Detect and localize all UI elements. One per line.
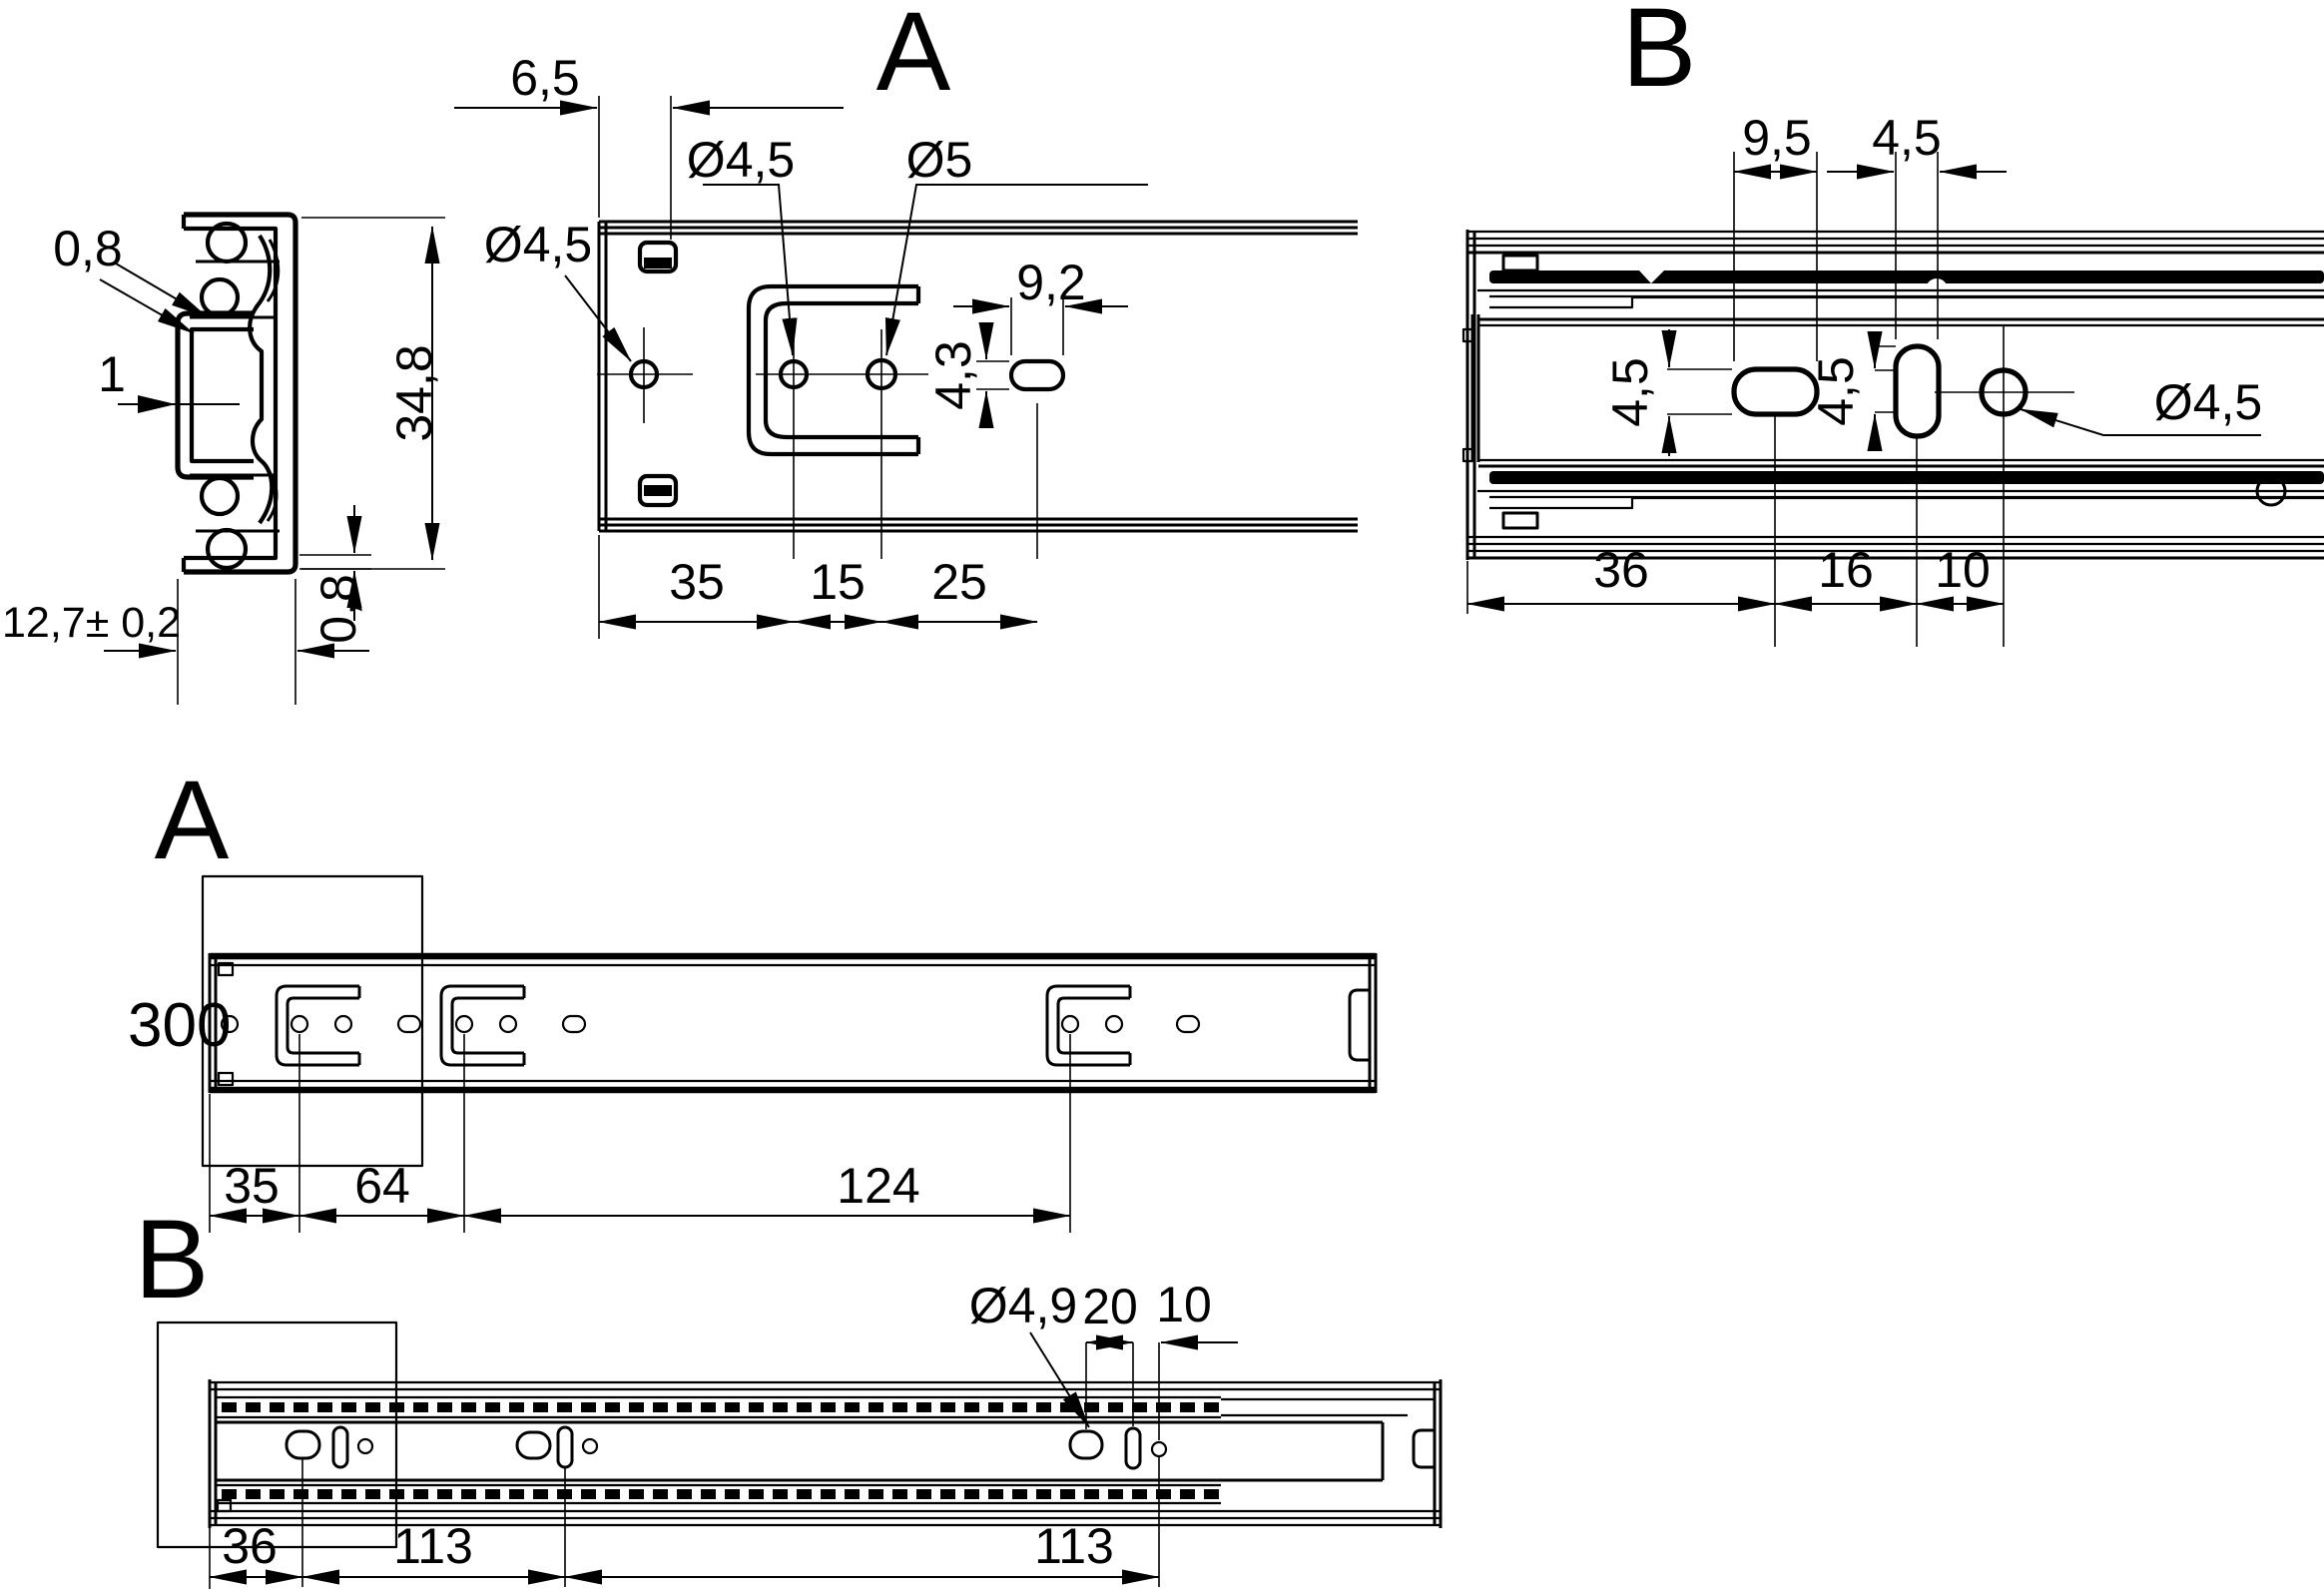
dim-label-hole-large: Ø5 <box>905 132 973 188</box>
dim-section-height <box>301 218 445 569</box>
leader-hole-mid <box>687 132 795 355</box>
detail-b-lower-bands <box>1477 460 2324 508</box>
inner-member-profile <box>178 313 254 477</box>
ball-upper <box>202 279 238 315</box>
full-b-hole-groups <box>287 1427 1166 1468</box>
full-a-title: A <box>154 758 230 882</box>
dim-sheet-thickness-bottom <box>299 505 371 644</box>
dim-label-hole-front: Ø4,5 <box>483 217 593 272</box>
rail-end-bracket <box>1350 990 1370 1060</box>
dim-label-a124: 124 <box>837 1158 920 1214</box>
detail-a-view <box>454 0 1358 639</box>
dim-label-a35: 35 <box>224 1158 280 1214</box>
dim-label-34-8: 34,8 <box>386 344 442 442</box>
detail-a-slot <box>1011 361 1063 559</box>
leader-hole-large <box>886 132 1148 355</box>
dim-slot-length <box>953 255 1128 355</box>
full-a-view <box>128 758 1376 1233</box>
full-a-rail <box>210 953 1376 1093</box>
shell-tab-bottom <box>1503 513 1537 528</box>
cross-section-view <box>2 215 445 705</box>
detail-b-holes <box>1734 324 2074 647</box>
detail-a-front-hole <box>597 327 693 423</box>
dim-label-25: 25 <box>931 554 987 610</box>
detail-b-frame <box>158 1323 396 1547</box>
detail-b-upper-bands <box>1477 270 2324 325</box>
detail-a-frame <box>203 876 422 1166</box>
dim-bvslot-height <box>1808 334 1896 449</box>
dim-label-6-5: 6,5 <box>510 50 580 106</box>
detail-b-web-edge <box>1463 314 1478 462</box>
dim-bslot-height <box>1602 329 1732 456</box>
detail-a-title: A <box>875 0 951 114</box>
dim-label-36: 36 <box>1593 542 1649 598</box>
arrow-wall <box>138 395 176 413</box>
dim-label-0-8-top: 0,8 <box>53 221 123 276</box>
dim-label-hole-mid: Ø4,5 <box>686 132 796 188</box>
dim-label-b113-right: 113 <box>1034 1518 1114 1574</box>
dim-label-bhole: Ø4,5 <box>2153 374 2263 430</box>
full-a-length: 300 <box>128 991 232 1060</box>
full-b-view <box>135 1197 1441 1589</box>
full-b-top-dims <box>969 1277 1238 1440</box>
dim-label-b-hole: Ø4,9 <box>968 1278 1078 1333</box>
shell-tab-top <box>1503 256 1537 270</box>
ball-bottom <box>208 530 246 568</box>
detail-b-view <box>1463 0 2324 647</box>
dim-label-b36: 36 <box>222 1518 278 1574</box>
detail-b-bottom-dims <box>1467 542 2004 614</box>
full-b-rail <box>210 1379 1441 1528</box>
dim-slot-height <box>925 327 1009 425</box>
slot-vertical <box>1896 346 1939 436</box>
dim-label-4-5-mid: 4,5 <box>1808 356 1864 426</box>
dim-label-a64: 64 <box>354 1158 410 1214</box>
dim-label-9-2: 9,2 <box>1016 255 1086 310</box>
detail-a-bottom-dims <box>599 535 1037 639</box>
ball-lower <box>202 478 238 514</box>
dim-label-10: 10 <box>1935 542 1991 598</box>
dim-label-b113-left: 113 <box>393 1518 473 1574</box>
rail-b-end-bracket <box>1414 1430 1435 1467</box>
dim-label-1: 1 <box>98 346 126 402</box>
full-b-title: B <box>134 1197 210 1322</box>
dim-label-12-7: 12,7± 0,2 <box>2 599 182 647</box>
dim-label-4-5-top: 4,5 <box>1872 110 1942 166</box>
dim-wall-thickness <box>98 346 240 413</box>
dim-label-16: 16 <box>1818 542 1874 598</box>
full-a-hole-groups <box>277 986 1199 1065</box>
full-b-bottom-dims <box>210 1456 1159 1589</box>
detail-b-title: B <box>1621 0 1697 110</box>
dim-label-35: 35 <box>669 554 725 610</box>
dim-label-9-5: 9,5 <box>1742 110 1812 166</box>
dim-label-b20: 20 <box>1082 1279 1138 1334</box>
dim-label-4-5-left: 4,5 <box>1602 357 1658 427</box>
dim-label-b10: 10 <box>1156 1277 1212 1332</box>
leader-bhole <box>2021 374 2262 435</box>
dim-label-0-8-bottom: 0,8 <box>310 574 366 644</box>
detail-b-top-dims <box>1734 110 2007 361</box>
leader-hole-front <box>484 217 631 361</box>
slot-horizontal <box>1734 369 1817 414</box>
dim-label-4-3: 4,3 <box>925 340 981 410</box>
dim-label-15: 15 <box>810 554 866 610</box>
